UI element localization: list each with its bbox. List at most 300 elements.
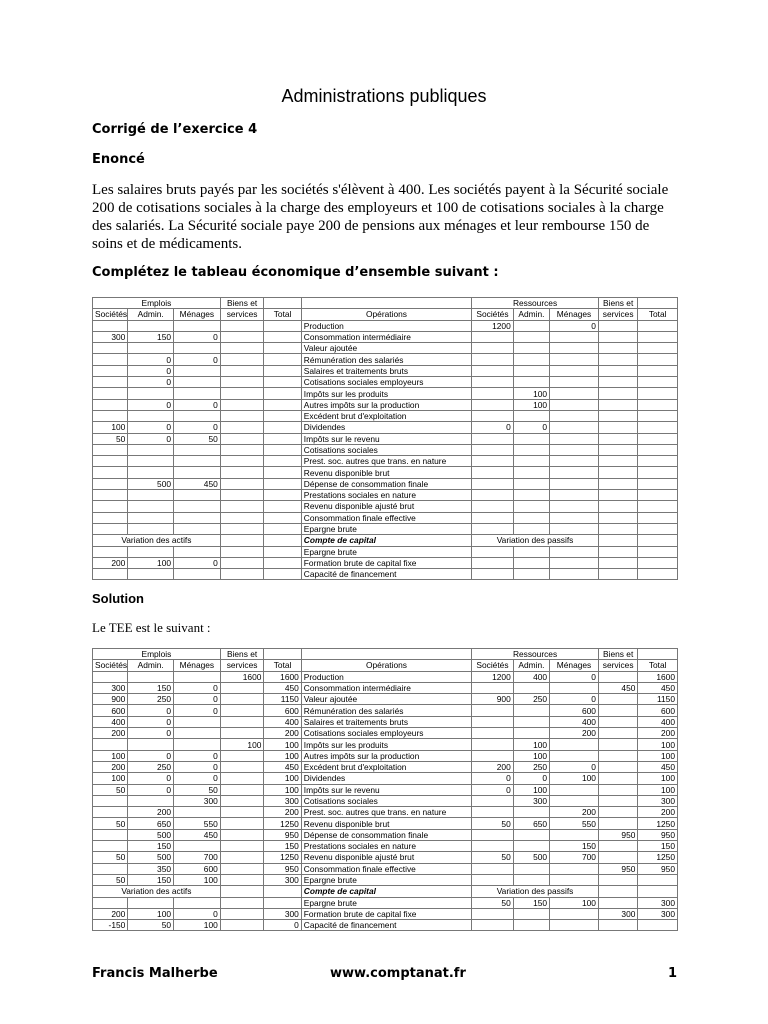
table-cell: 0 — [550, 320, 599, 331]
table-cell: 1200 — [472, 671, 514, 682]
table-cell: 0 — [174, 682, 221, 693]
operation-label: Prestations sociales en nature — [301, 490, 471, 501]
table-cell — [174, 569, 221, 580]
table-row — [93, 829, 678, 840]
table-cell — [472, 920, 514, 931]
table-cell: 0 — [174, 761, 221, 772]
table-cell — [472, 795, 514, 806]
table-cell — [638, 512, 678, 523]
operation-label: Dividendes — [301, 773, 471, 784]
header-cell: services — [598, 660, 637, 671]
table-cell — [598, 739, 637, 750]
table-row — [93, 512, 678, 523]
header-biens: Biens et — [598, 649, 637, 660]
header-cell: Admin. — [128, 309, 174, 320]
table-cell — [174, 467, 221, 478]
operation-label: Capacité de financement — [301, 569, 471, 580]
table-cell — [638, 467, 678, 478]
table-row — [93, 908, 678, 919]
operation-label: Autres impôts sur la production — [301, 750, 471, 761]
table-cell: 0 — [550, 761, 599, 772]
table-row — [93, 716, 678, 727]
header-cell: Sociétés — [472, 660, 514, 671]
header-cell: services — [220, 309, 264, 320]
header-cell: Admin. — [513, 309, 549, 320]
table-cell: 300 — [264, 874, 301, 885]
table-cell: 950 — [264, 829, 301, 840]
table-cell: 100 — [513, 739, 549, 750]
table-cell — [93, 320, 128, 331]
header-cell: Total — [638, 309, 678, 320]
table-cell — [513, 874, 549, 885]
table-cell: 0 — [174, 399, 221, 410]
table-cell — [598, 694, 637, 705]
table-row — [93, 444, 678, 455]
table-cell — [472, 331, 514, 342]
table-cell — [472, 478, 514, 489]
table-cell — [264, 365, 301, 376]
table-cell — [220, 399, 264, 410]
table-row — [93, 501, 678, 512]
table-cell — [93, 863, 128, 874]
operation-label: Revenu disponible brut — [301, 818, 471, 829]
table-cell — [513, 354, 549, 365]
variation-actifs-label: Variation des actifs — [93, 886, 221, 897]
table-cell — [93, 512, 128, 523]
table-cell — [264, 557, 301, 568]
table-cell — [598, 354, 637, 365]
header-cell: Admin. — [128, 660, 174, 671]
table-cell — [220, 807, 264, 818]
statement-paragraph: Les salaires bruts payés par les sociétés s'élèvent à 400. Les sociétés payent à la Sécurité sociale 200 de cotisations sociales à la charge des employeurs et 100 de cotisations sociales à la charge des salariés. La Sécurité sociale paye 200 de pensions aux ménages et leur rembourse 150 de soins et de médicaments. — [92, 182, 669, 252]
header-cell: Ménages — [550, 660, 599, 671]
table-cell — [598, 773, 637, 784]
table-cell — [598, 874, 637, 885]
table-cell — [264, 410, 301, 421]
table-cell: 300 — [174, 795, 221, 806]
table-cell — [174, 546, 221, 557]
table-cell — [220, 818, 264, 829]
table-cell — [513, 501, 549, 512]
table-cell — [598, 377, 637, 388]
table-cell — [220, 467, 264, 478]
table-cell: 0 — [264, 920, 301, 931]
table-cell: 100 — [264, 773, 301, 784]
table-cell — [598, 750, 637, 761]
table-cell: 450 — [174, 478, 221, 489]
header-cell: Total — [264, 309, 301, 320]
table-cell — [220, 546, 264, 557]
table-cell — [550, 512, 599, 523]
table-cell — [638, 444, 678, 455]
table-cell: 0 — [513, 422, 549, 433]
table-cell — [174, 388, 221, 399]
header-biens: Biens et — [220, 649, 264, 660]
table-cell — [220, 512, 264, 523]
table-cell — [513, 433, 549, 444]
table-cell: 0 — [174, 354, 221, 365]
table-cell — [264, 354, 301, 365]
table-cell — [598, 818, 637, 829]
table-cell — [220, 535, 264, 546]
table-cell — [174, 490, 221, 501]
footer-site[interactable]: www.comptanat.fr — [330, 966, 466, 981]
table-cell — [598, 388, 637, 399]
table-cell — [472, 739, 514, 750]
table-header-row — [93, 649, 678, 660]
table-row — [93, 569, 678, 580]
operation-label: Salaires et traitements bruts — [301, 365, 471, 376]
table-cell — [513, 444, 549, 455]
table-header-row — [93, 660, 678, 671]
table-cell: 150 — [550, 841, 599, 852]
table-cell — [264, 478, 301, 489]
table-cell: 0 — [550, 671, 599, 682]
table-cell — [128, 569, 174, 580]
table-cell: 1600 — [220, 671, 264, 682]
table-cell — [638, 377, 678, 388]
operation-label: Salaires et traitements bruts — [301, 716, 471, 727]
operation-label: Valeur ajoutée — [301, 694, 471, 705]
table-cell: 0 — [128, 365, 174, 376]
table-cell — [598, 886, 637, 897]
table-cell — [598, 331, 637, 342]
table-cell — [264, 897, 301, 908]
table-cell: 400 — [638, 716, 678, 727]
table-cell — [472, 523, 514, 534]
footer-page-number: 1 — [668, 966, 678, 981]
table-cell — [220, 795, 264, 806]
table-cell — [550, 863, 599, 874]
table-cell — [550, 399, 599, 410]
table-cell: 950 — [598, 829, 637, 840]
table-cell: 1250 — [638, 852, 678, 863]
table-row — [93, 320, 678, 331]
table-cell — [598, 365, 637, 376]
operation-label: Epargne brute — [301, 546, 471, 557]
table-cell — [550, 908, 599, 919]
table-cell — [513, 523, 549, 534]
header-biens: Biens et — [598, 298, 637, 309]
table-cell — [638, 874, 678, 885]
header-cell: Total — [264, 660, 301, 671]
table-cell: 50 — [93, 874, 128, 885]
table-cell — [264, 886, 301, 897]
table-cell: 300 — [93, 331, 128, 342]
tee-exercise-table — [92, 297, 678, 580]
table-cell: 900 — [472, 694, 514, 705]
table-cell — [513, 490, 549, 501]
table-cell — [220, 410, 264, 421]
table-cell: 450 — [264, 761, 301, 772]
table-row — [93, 807, 678, 818]
table-cell: 500 — [128, 852, 174, 863]
table-cell: 0 — [174, 694, 221, 705]
operation-label: Impôts sur les produits — [301, 388, 471, 399]
table-cell — [550, 422, 599, 433]
table-cell — [264, 569, 301, 580]
table-cell — [93, 365, 128, 376]
table-cell — [220, 343, 264, 354]
table-cell — [93, 829, 128, 840]
table-cell — [264, 512, 301, 523]
table-cell: 100 — [220, 739, 264, 750]
header-ressources: Ressources — [472, 298, 599, 309]
table-cell — [513, 716, 549, 727]
table-cell — [220, 320, 264, 331]
table-cell — [220, 897, 264, 908]
table-cell — [550, 410, 599, 421]
table-cell — [550, 444, 599, 455]
table-cell — [472, 569, 514, 580]
table-cell: 100 — [174, 920, 221, 931]
table-cell: 1150 — [264, 694, 301, 705]
table-cell: 1250 — [264, 852, 301, 863]
table-cell — [472, 682, 514, 693]
operation-label: Excédent brut d'exploitation — [301, 761, 471, 772]
table-cell: 50 — [472, 852, 514, 863]
table-cell — [472, 343, 514, 354]
table-cell: 50 — [93, 818, 128, 829]
table-cell — [128, 444, 174, 455]
table-cell: 950 — [598, 863, 637, 874]
table-cell — [220, 365, 264, 376]
table-cell — [598, 343, 637, 354]
table-cell — [174, 728, 221, 739]
table-cell — [93, 388, 128, 399]
operation-label: Impôts sur le revenu — [301, 433, 471, 444]
table-cell: 150 — [128, 874, 174, 885]
table-cell: 500 — [513, 852, 549, 863]
capital-account-label: Compte de capital — [301, 886, 471, 897]
table-cell — [472, 410, 514, 421]
table-cell — [598, 501, 637, 512]
table-cell — [93, 478, 128, 489]
table-cell: 700 — [550, 852, 599, 863]
header-blank — [301, 649, 471, 660]
table-cell: 200 — [93, 557, 128, 568]
table-cell — [174, 841, 221, 852]
table-cell — [638, 422, 678, 433]
table-cell — [472, 377, 514, 388]
table-cell — [174, 739, 221, 750]
table-cell — [93, 399, 128, 410]
table-cell — [598, 671, 637, 682]
table-cell — [598, 456, 637, 467]
table-cell — [513, 512, 549, 523]
table-cell — [174, 716, 221, 727]
table-cell — [513, 365, 549, 376]
table-cell — [128, 523, 174, 534]
table-cell: 300 — [598, 908, 637, 919]
table-cell — [513, 478, 549, 489]
operation-label: Production — [301, 320, 471, 331]
table-cell — [220, 456, 264, 467]
operation-label: Impôts sur le revenu — [301, 784, 471, 795]
table-cell — [513, 728, 549, 739]
table-cell: 100 — [638, 773, 678, 784]
table-cell — [598, 705, 637, 716]
table-cell — [598, 535, 637, 546]
table-cell: 1200 — [472, 320, 514, 331]
table-cell: 200 — [93, 761, 128, 772]
table-cell: 200 — [472, 761, 514, 772]
table-cell — [598, 523, 637, 534]
table-cell — [128, 410, 174, 421]
table-cell — [550, 829, 599, 840]
table-cell — [638, 478, 678, 489]
table-cell: 100 — [513, 388, 549, 399]
table-cell — [550, 388, 599, 399]
table-cell: 350 — [128, 863, 174, 874]
table-cell — [264, 467, 301, 478]
operation-label: Production — [301, 671, 471, 682]
table-cell: 400 — [513, 671, 549, 682]
table-cell — [220, 874, 264, 885]
table-cell — [220, 863, 264, 874]
table-cell — [472, 399, 514, 410]
table-cell — [598, 422, 637, 433]
table-cell — [638, 886, 678, 897]
table-cell — [513, 546, 549, 557]
table-cell — [550, 750, 599, 761]
operation-label: Cotisations sociales employeurs — [301, 377, 471, 388]
solution-text: Le TEE est le suivant : — [92, 620, 211, 635]
table-cell — [638, 399, 678, 410]
table-cell — [598, 807, 637, 818]
table-cell — [598, 557, 637, 568]
table-cell — [264, 399, 301, 410]
solution-heading: Solution — [92, 591, 144, 606]
table-cell: 200 — [93, 728, 128, 739]
table-cell — [174, 320, 221, 331]
table-cell — [638, 523, 678, 534]
table-cell: 1150 — [638, 694, 678, 705]
table-row — [93, 739, 678, 750]
operation-label: Prest. soc. autres que trans. en nature — [301, 456, 471, 467]
operation-label: Dépense de consommation finale — [301, 478, 471, 489]
table-cell — [128, 739, 174, 750]
table-cell: 450 — [264, 682, 301, 693]
table-cell — [472, 433, 514, 444]
table-cell — [638, 354, 678, 365]
table-cell — [513, 456, 549, 467]
table-cell: 100 — [264, 750, 301, 761]
table-header-row — [93, 309, 678, 320]
table-row — [93, 388, 678, 399]
table-cell: 0 — [174, 331, 221, 342]
table-cell — [220, 444, 264, 455]
table-cell — [93, 490, 128, 501]
table-cell: 150 — [513, 897, 549, 908]
header-blank — [301, 298, 471, 309]
header-operations: Opérations — [301, 660, 471, 671]
table-cell: 150 — [638, 841, 678, 852]
table-row — [93, 671, 678, 682]
table-cell: 600 — [174, 863, 221, 874]
table-row — [93, 897, 678, 908]
table-cell — [93, 897, 128, 908]
table-cell — [220, 829, 264, 840]
table-cell: 0 — [174, 422, 221, 433]
table-cell — [220, 784, 264, 795]
table-cell — [550, 523, 599, 534]
table-row — [93, 852, 678, 863]
operation-label: Autres impôts sur la production — [301, 399, 471, 410]
table-cell: 100 — [128, 557, 174, 568]
table-cell — [638, 535, 678, 546]
table-cell — [550, 331, 599, 342]
operation-label: Consommation intermédiaire — [301, 682, 471, 693]
table-cell — [513, 557, 549, 568]
table-cell — [220, 478, 264, 489]
table-cell: 100 — [550, 897, 599, 908]
table-cell — [472, 874, 514, 885]
operation-label: Epargne brute — [301, 874, 471, 885]
table-cell: 700 — [174, 852, 221, 863]
table-cell — [174, 444, 221, 455]
table-cell — [638, 569, 678, 580]
table-header-row — [93, 298, 678, 309]
table-cell: 100 — [513, 784, 549, 795]
operation-label: Capacité de financement — [301, 920, 471, 931]
table-cell: 50 — [472, 897, 514, 908]
table-row — [93, 705, 678, 716]
table-cell — [220, 501, 264, 512]
table-row — [93, 490, 678, 501]
table-cell: 300 — [638, 908, 678, 919]
table-cell — [472, 807, 514, 818]
table-cell: 600 — [264, 705, 301, 716]
table-cell — [220, 694, 264, 705]
table-cell: 100 — [638, 739, 678, 750]
operation-label: Valeur ajoutée — [301, 343, 471, 354]
table-cell: 200 — [638, 728, 678, 739]
header-cell: Ménages — [174, 309, 221, 320]
table-cell: 450 — [598, 682, 637, 693]
table-row — [93, 377, 678, 388]
table-cell: 50 — [93, 852, 128, 863]
operation-label: Formation brute de capital fixe — [301, 908, 471, 919]
table-cell — [472, 750, 514, 761]
table-cell — [598, 761, 637, 772]
table-cell — [220, 841, 264, 852]
table-row — [93, 818, 678, 829]
table-row — [93, 728, 678, 739]
table-cell — [598, 897, 637, 908]
table-cell — [550, 377, 599, 388]
table-cell — [638, 456, 678, 467]
table-cell — [220, 920, 264, 931]
table-cell: 0 — [174, 773, 221, 784]
table-cell — [598, 716, 637, 727]
table-cell — [220, 728, 264, 739]
table-cell — [550, 365, 599, 376]
operation-label: Impôts sur les produits — [301, 739, 471, 750]
table-cell — [220, 682, 264, 693]
header-cell: Ménages — [174, 660, 221, 671]
table-cell — [220, 852, 264, 863]
table-cell — [598, 433, 637, 444]
table-cell — [220, 490, 264, 501]
table-cell: 0 — [174, 750, 221, 761]
table-cell — [264, 501, 301, 512]
table-cell — [513, 908, 549, 919]
table-cell — [93, 343, 128, 354]
table-cell — [598, 546, 637, 557]
table-cell — [264, 377, 301, 388]
table-cell: 950 — [638, 829, 678, 840]
